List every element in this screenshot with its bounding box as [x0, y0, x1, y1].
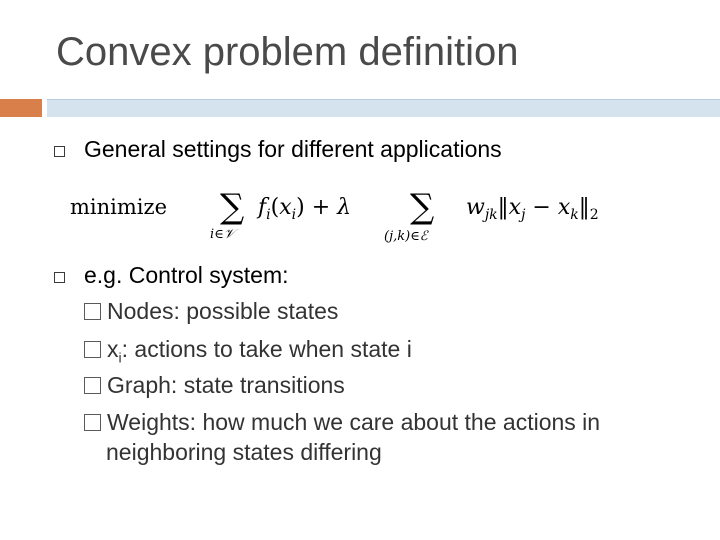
optimization-formula: [70, 180, 660, 244]
sub-bullet-actions-subscript: i: [118, 349, 122, 366]
sub-bullet-graph: [84, 370, 345, 400]
sub-bullet-graph-label: Graph: state transitions: [107, 372, 345, 398]
sub-bullet-nodes-label: Nodes: possible states: [107, 298, 339, 324]
sub-bullet-marker: [84, 341, 101, 358]
bullet-marker-1: [54, 146, 65, 157]
slide-title: Convex problem definition: [56, 30, 519, 74]
sub-bullet-actions: [84, 334, 412, 373]
bullet-marker-2: [54, 272, 65, 283]
sub-bullet-marker: [84, 414, 101, 431]
sub-bullet-weights-label: Weights: how much we care about the actions in: [107, 409, 601, 435]
sub-bullet-actions-var: x: [107, 336, 119, 362]
bullet-control-system: e.g. Control system:: [84, 262, 289, 288]
sub-bullet-weights-continuation: neighboring states differing: [106, 439, 382, 465]
sub-bullet-nodes: [84, 296, 338, 326]
formula-sum1: ∑: [220, 187, 245, 227]
title-rule-line: [47, 99, 720, 100]
sub-bullet-marker: [84, 377, 101, 394]
title-rule-bar: [47, 99, 720, 117]
formula-minimize: minimize: [70, 195, 167, 219]
sub-bullet-actions-label: : actions to take when state i: [121, 336, 412, 362]
sub-bullet-marker: [84, 303, 101, 320]
sub-bullet-weights: [84, 407, 600, 437]
formula-sum2: ∑: [410, 187, 435, 227]
formula-sum1-subscript: i∈𝒱: [210, 227, 235, 242]
formula-term2: $w_{jk}‖x_j$ − $x_k‖_2$: [466, 195, 599, 223]
formula-term1: $f_i(x_i) + \lambda$: [258, 195, 352, 223]
bullet-general-settings: General settings for different applications: [84, 136, 502, 162]
formula-sum2-subscript: (j,k)∈ℰ: [384, 229, 428, 244]
title-rule-accent: [0, 99, 42, 117]
